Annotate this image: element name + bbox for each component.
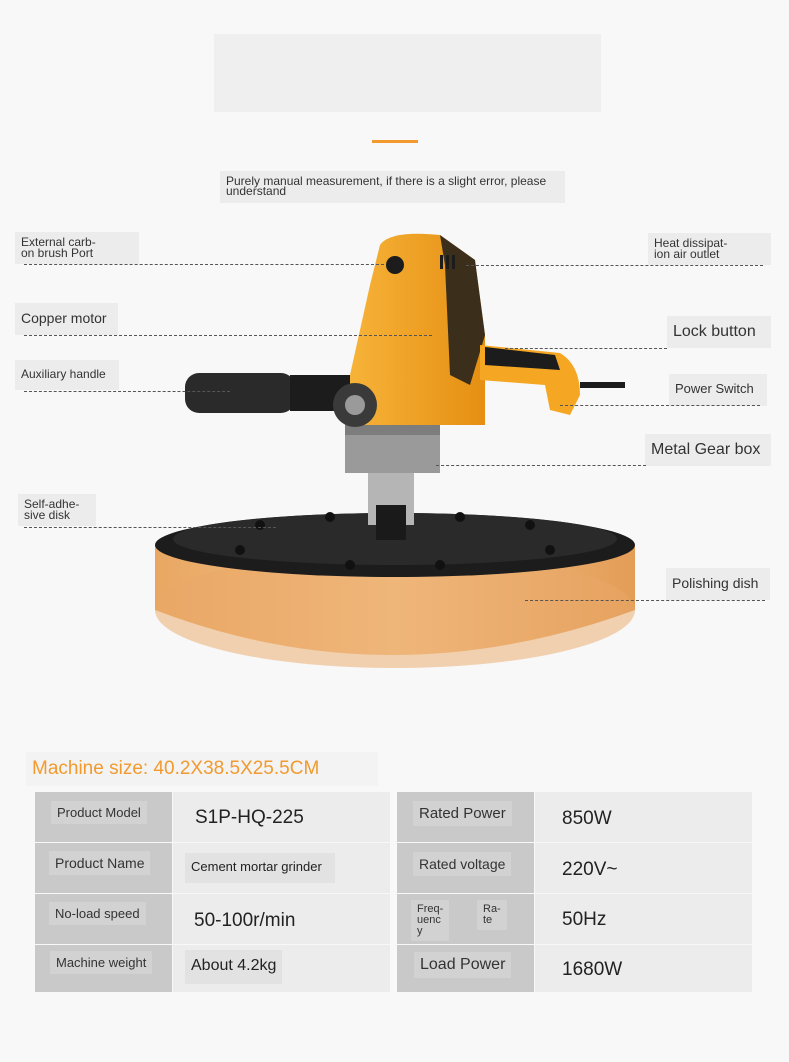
spec-value: 220V~ bbox=[562, 859, 618, 880]
header-image-placeholder bbox=[214, 34, 601, 112]
spec-label: Product Name bbox=[49, 851, 150, 875]
callout-metal-gear-box: Metal Gear box bbox=[645, 434, 771, 466]
spec-label-cell bbox=[397, 792, 534, 842]
spec-value: 50Hz bbox=[562, 909, 607, 930]
callout-auxiliary-handle: Auxiliary handle bbox=[15, 360, 119, 390]
spec-label: Product Model bbox=[51, 801, 147, 824]
callout-power-switch: Power Switch bbox=[669, 374, 767, 406]
leader-line bbox=[560, 405, 760, 406]
spec-label: Freq- uenc y bbox=[411, 900, 449, 941]
leader-line bbox=[24, 527, 276, 528]
callout-external-brush-port: External carb- on brush Port bbox=[15, 232, 139, 264]
product-image bbox=[140, 225, 640, 685]
spec-label: Rated voltage bbox=[413, 852, 511, 876]
spec-label-cell bbox=[35, 945, 172, 992]
spec-value-cell bbox=[173, 843, 390, 893]
callout-lock-button: Lock button bbox=[667, 316, 771, 348]
spec-value: S1P-HQ-225 bbox=[195, 807, 304, 828]
spec-label-cell bbox=[35, 843, 172, 893]
spec-value-cell bbox=[173, 945, 390, 992]
leader-line bbox=[436, 465, 646, 466]
measurement-notice: Purely manual measurement, if there is a slight error, please understand bbox=[220, 171, 565, 203]
spec-value: 50-100r/min bbox=[194, 910, 296, 931]
leader-line bbox=[24, 264, 384, 265]
callout-self-adhesive-disk: Self-adhe- sive disk bbox=[18, 494, 96, 526]
spec-value: 850W bbox=[562, 808, 612, 829]
callout-heat-outlet: Heat dissipat- ion air outlet bbox=[648, 233, 771, 265]
spec-value: 1680W bbox=[562, 959, 623, 980]
spec-value-cell bbox=[535, 945, 752, 992]
leader-line bbox=[466, 265, 763, 266]
table-row bbox=[35, 792, 172, 842]
callout-copper-motor: Copper motor bbox=[15, 303, 118, 335]
spec-value-cell bbox=[535, 843, 752, 893]
auxiliary-handle bbox=[185, 373, 295, 413]
leader-line bbox=[24, 391, 230, 392]
spec-label: No-load speed bbox=[49, 902, 146, 925]
spec-label-cell bbox=[397, 945, 534, 992]
machine-size-heading: Machine size: 40.2X38.5X25.5CM bbox=[26, 752, 378, 786]
spec-label: Ra- te bbox=[477, 900, 507, 930]
spec-value: About 4.2kg bbox=[185, 950, 282, 984]
accent-divider bbox=[372, 140, 418, 143]
spec-label-cell bbox=[397, 894, 534, 944]
spec-table bbox=[35, 792, 752, 992]
leader-line bbox=[525, 600, 765, 601]
spec-label: Rated Power bbox=[413, 801, 512, 826]
spec-label: Machine weight bbox=[50, 951, 152, 974]
spec-value-cell bbox=[173, 894, 390, 944]
callout-polishing-dish: Polishing dish bbox=[666, 568, 770, 600]
spec-label: Load Power bbox=[414, 952, 511, 978]
leader-line bbox=[24, 335, 432, 336]
spec-value-cell bbox=[173, 792, 390, 842]
spec-value-cell bbox=[535, 894, 752, 944]
leader-line bbox=[505, 348, 667, 349]
spec-label-cell bbox=[35, 894, 172, 944]
spec-value-cell bbox=[535, 792, 752, 842]
spec-label-cell bbox=[397, 843, 534, 893]
spec-value: Cement mortar grinder bbox=[185, 853, 335, 883]
